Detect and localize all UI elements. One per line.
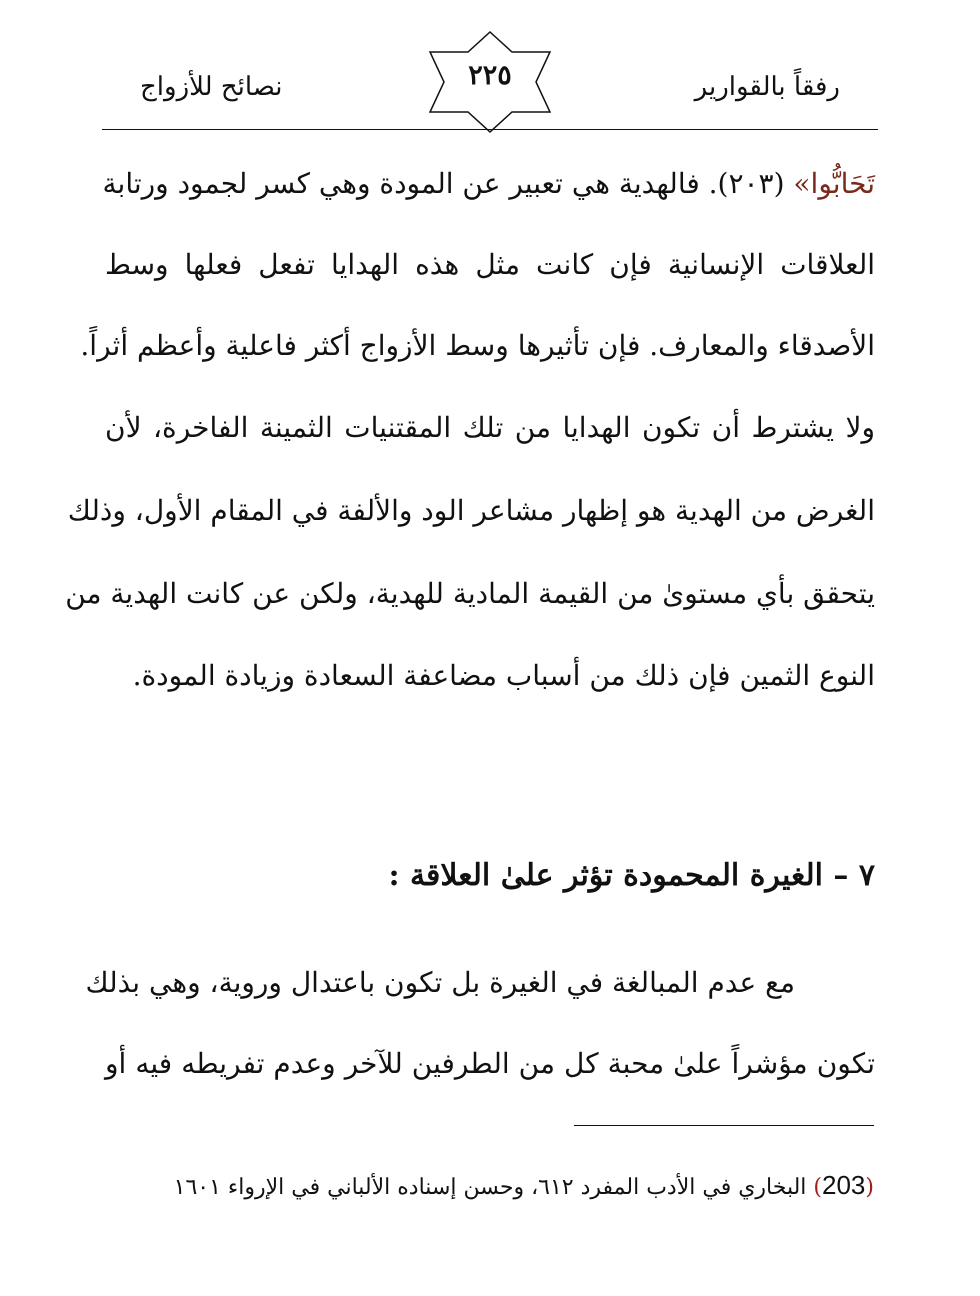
paragraph-line-1-text: (٢٠٣). فالهدية هي تعبير عن المودة وهي كسر لجمود ورتابة [102, 167, 794, 200]
page-number-badge [428, 30, 552, 134]
paragraph-line-2: العلاقات الإنسانية فإن كانت مثل هذه الهدايا تفعل فعلها وسط [105, 248, 875, 281]
paragraph-line-3: الأصدقاء والمعارف. فإن تأثيرها وسط الأزواج أكثر فاعلية وأعظم أثراً. [80, 329, 875, 362]
footnote-rule [574, 1125, 874, 1126]
footnote-number: 203 [822, 1170, 866, 1200]
page-number: ٢٢٥ [468, 60, 512, 91]
paragraph-line-5: الغرض من الهدية هو إظهار مشاعر الود والألفة في المقام الأول، وذلك [67, 494, 875, 527]
paragraph2-line-2: تكون مؤشراً علىٰ محبة كل من الطرفين للآخر وعدم تفريطه فيه أو [105, 1047, 875, 1080]
paragraph-line-6: يتحقق بأي مستوىٰ من القيمة المادية للهدية، ولكن عن كانت الهدية من [65, 577, 875, 610]
running-title-left: نصائح للأزواج [140, 72, 283, 102]
footnote-close-paren: ) [813, 1175, 823, 1200]
footnote-text: البخاري في الأدب المفرد ٦١٢، وحسن إسناده الألباني في الإرواء ١٦٠١ [173, 1175, 814, 1200]
header-rule [102, 129, 878, 130]
paragraph2-line-1: مع عدم المبالغة في الغيرة بل تكون باعتدال وروية، وهي بذلك [85, 966, 795, 999]
hadith-quote: تَحَابُّوا» [793, 167, 875, 200]
paragraph-line-1 [102, 164, 875, 204]
footnote [174, 1170, 874, 1201]
running-title-right: رفقاً بالقوارير [694, 72, 840, 102]
footnote-open-paren: ( [865, 1175, 874, 1200]
section-heading: ٧ – الغيرة المحمودة تؤثر علىٰ العلاقة : [388, 858, 875, 893]
paragraph-line-4: ولا يشترط أن تكون الهدايا من تلك المقتنيات الثمينة الفاخرة، لأن [105, 411, 875, 444]
paragraph-line-7: النوع الثمين فإن ذلك من أسباب مضاعفة السعادة وزيادة المودة. [132, 659, 875, 692]
